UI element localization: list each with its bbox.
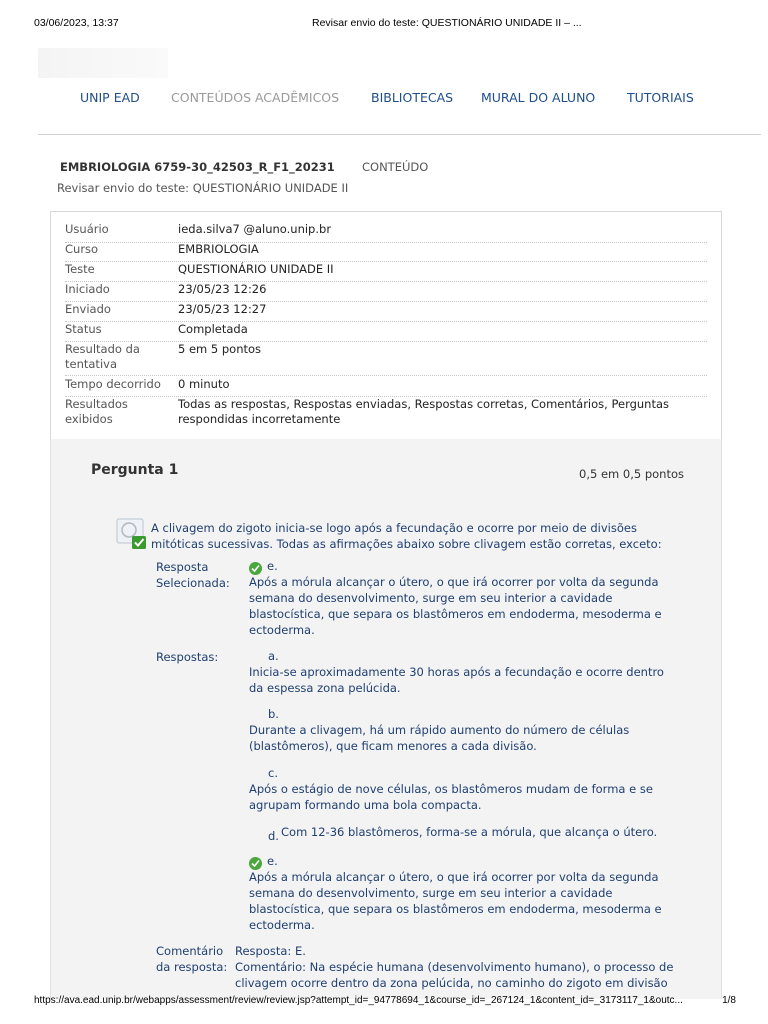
summary-value: 23/05/23 12:26: [178, 282, 267, 296]
summary-label: Resultado da tentativa: [65, 342, 140, 371]
summary-label: Status: [65, 322, 102, 336]
summary-label: Iniciado: [65, 282, 110, 296]
summary-row-curso: [65, 242, 707, 262]
question-title: Pergunta 1: [91, 462, 179, 478]
breadcrumb: Revisar envio do teste: QUESTIONÁRIO UNIDADE II: [57, 181, 349, 195]
summary-row-tempo: [65, 377, 707, 397]
summary-label: Curso: [65, 242, 99, 256]
comment-text: Comentário: Na espécie humana (desenvolvimento humano), o processo de clivagem ocorre dentro da zona pelúcida, no caminho do zigoto em divisão: [235, 960, 674, 990]
course-code[interactable]: EMBRIOLOGIA 6759-30_42503_R_F1_20231: [60, 160, 335, 174]
summary-value: 23/05/23 12:27: [178, 302, 267, 316]
selected-answer-text: Após a mórula alcançar o útero, o que irá ocorrer por volta da segunda semana do desenvolvimento, surge em seu interior a cavidade blastocística, que separa os blastômeros em endoderma, mesoderma e ectoderma.: [249, 575, 662, 637]
print-footer: [0, 995, 768, 1009]
summary-value: EMBRIOLOGIA: [178, 242, 259, 256]
summary-row-resultado: [65, 342, 707, 376]
summary-row-status: [65, 322, 707, 342]
answer-text: Durante a clivagem, há um rápido aumento do número de células (blastômeros), que ficam menores a cada divisão.: [249, 723, 630, 753]
summary-value: QUESTIONÁRIO UNIDADE II: [178, 262, 334, 276]
nav-tutoriais[interactable]: TUTORIAIS: [627, 90, 694, 105]
answer-letter: d.: [268, 829, 279, 843]
selected-answer-label: Resposta Selecionada:: [156, 560, 230, 590]
answer-letter: a.: [268, 649, 279, 663]
summary-row-enviado: [65, 302, 707, 322]
summary-row-resultados-exibidos: [65, 397, 707, 431]
summary-label: Enviado: [65, 302, 111, 316]
site-logo[interactable]: [38, 48, 168, 78]
summary-label: Resultados exibidos: [65, 397, 128, 426]
nav-divider: [38, 134, 761, 135]
comment-answer: Resposta: E.: [235, 944, 306, 958]
question-points: 0,5 em 0,5 pontos: [579, 467, 684, 481]
answer-text: Inicia-se aproximadamente 30 horas após a fecundação e ocorre dentro da espessa zona pelúcida.: [249, 665, 664, 695]
nav-conteudos-academicos[interactable]: CONTEÚDOS ACADÊMICOS: [171, 90, 340, 105]
summary-value: Todas as respostas, Respostas enviadas, Respostas corretas, Comentários, Perguntas respondidas incorretamente: [178, 397, 670, 426]
answer-text: Após o estágio de nove células, os blastômeros mudam de forma e se agrupam formando uma bola compacta.: [249, 782, 653, 812]
main-nav: [0, 90, 768, 110]
print-header: [0, 17, 768, 31]
summary-label: Usuário: [65, 222, 109, 236]
selected-answer-letter: e.: [267, 559, 278, 573]
summary-label: Tempo decorrido: [65, 377, 161, 391]
answers-label: Respostas:: [156, 650, 219, 664]
summary-row-usuario: [65, 222, 707, 243]
answer-text: Após a mórula alcançar o útero, o que irá ocorrer por volta da segunda semana do desenvolvimento, surge em seu interior a cavidade blastocística, que separa os blastômeros em endoderma, mesoderma e ectoderma.: [249, 870, 662, 932]
summary-value: Completada: [178, 322, 248, 336]
answer-letter: b.: [268, 707, 279, 721]
nav-unip-ead[interactable]: UNIP EAD: [80, 90, 140, 105]
question-text: A clivagem do zigoto inicia-se logo após a fecundação e ocorre por meio de divisões mitóticas sucessivas. Todas as afirmações abaixo sobre clivagem estão corretas, exceto:: [151, 521, 662, 551]
nav-bibliotecas[interactable]: BIBLIOTECAS: [371, 90, 454, 105]
comment-label: Comentário da resposta:: [156, 944, 228, 974]
attempt-summary: [50, 211, 722, 440]
print-url: https://ava.ead.unip.br/webapps/assessment/review/review.jsp?attempt_id=_94778694_1&course_id=_267124_1&content_id=_3173117_1&outc...: [34, 995, 683, 1006]
summary-row-iniciado: [65, 282, 707, 302]
summary-value: 5 em 5 pontos: [178, 342, 262, 356]
correct-answer-icon: [116, 518, 148, 550]
course-content-link[interactable]: CONTEÚDO: [362, 160, 429, 174]
summary-value: ieda.silva7 @aluno.unip.br: [178, 222, 332, 236]
print-page-title: Revisar envio do teste: QUESTIONÁRIO UNIDADE II – ...: [312, 17, 582, 29]
nav-mural-do-aluno[interactable]: MURAL DO ALUNO: [481, 90, 596, 105]
summary-row-teste: [65, 262, 707, 282]
summary-value: 0 minuto: [178, 377, 230, 391]
answer-letter: e.: [267, 854, 278, 868]
summary-label: Teste: [65, 262, 95, 276]
print-page-number: 1/8: [722, 995, 736, 1006]
answer-text: Com 12-36 blastômeros, forma-se a mórula, que alcança o útero.: [281, 825, 658, 839]
print-datetime: 03/06/2023, 13:37: [34, 17, 119, 29]
answer-letter: c.: [268, 766, 278, 780]
